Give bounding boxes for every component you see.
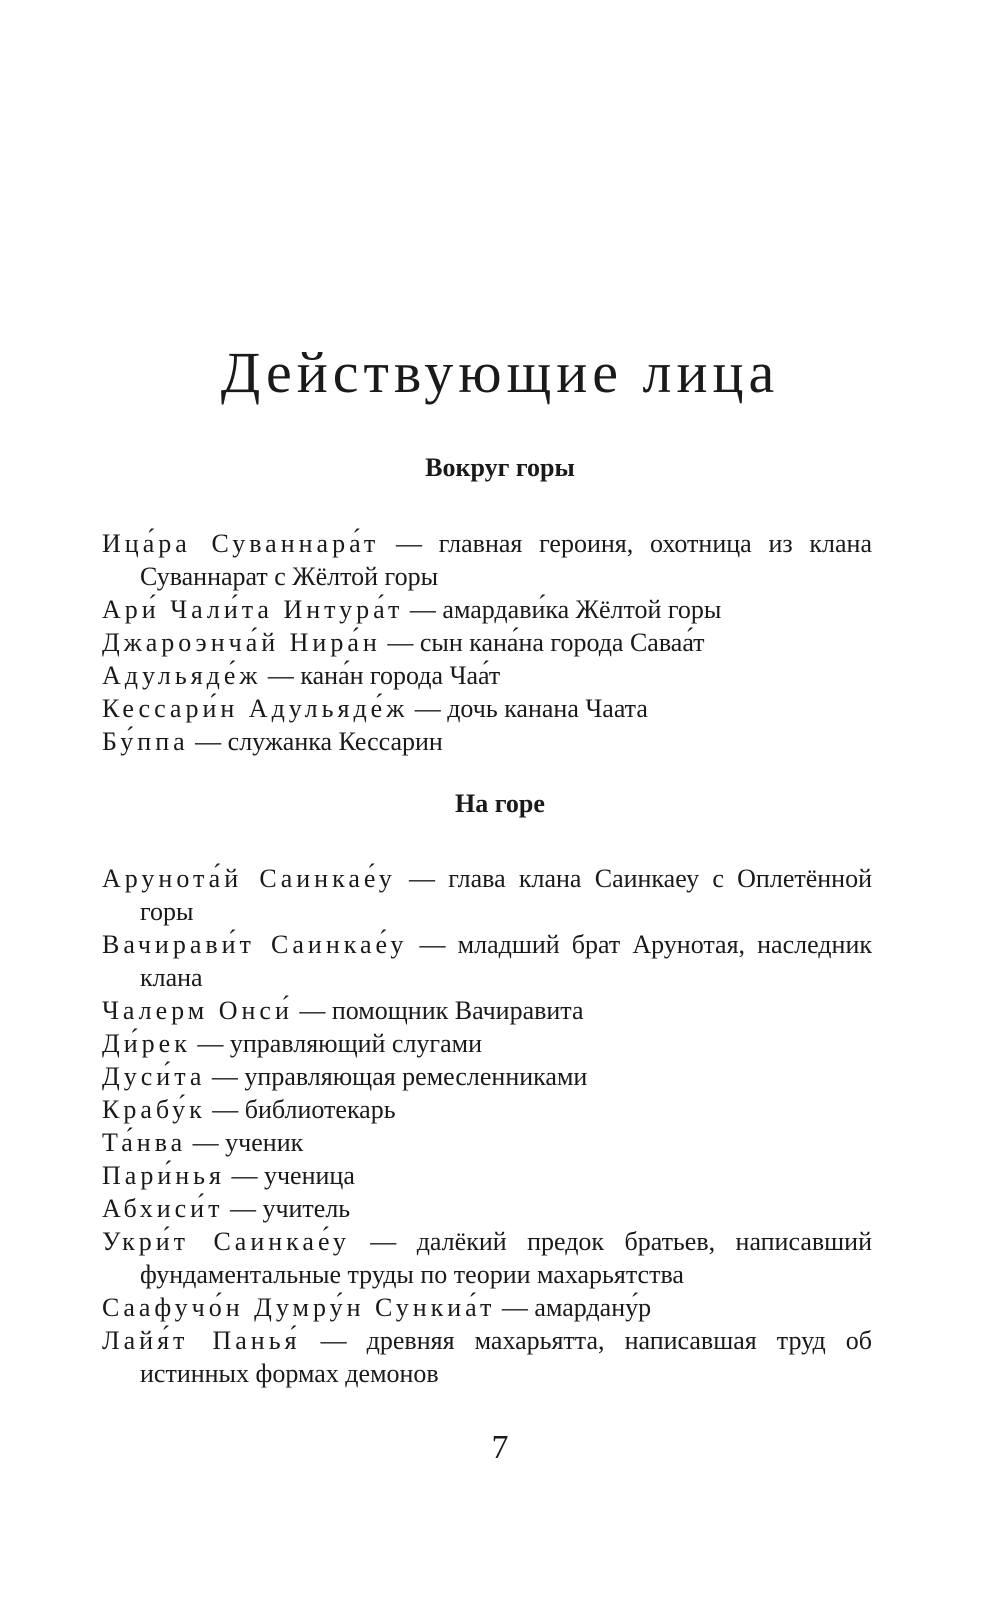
character-name: Дуси́та xyxy=(102,1062,206,1091)
character-entry xyxy=(102,994,872,1027)
character-name: Та́нва xyxy=(102,1128,187,1157)
page-title: Действующие лица xyxy=(220,340,780,405)
character-name: Пари́нья xyxy=(102,1161,225,1190)
character-name: Вачирави́т Саинкае́у xyxy=(102,930,408,959)
character-entry xyxy=(102,527,872,593)
character-name: Лайя́т Панья́ xyxy=(102,1326,301,1355)
character-entry xyxy=(102,1291,872,1324)
character-entry xyxy=(102,862,872,928)
character-list-on-mountain xyxy=(102,862,872,1390)
character-name: Ди́рек xyxy=(102,1029,191,1058)
character-name: Ари́ Чали́та Интура́т xyxy=(102,595,404,624)
character-entry xyxy=(102,1324,872,1390)
page-number: 7 xyxy=(491,1429,509,1466)
character-entry xyxy=(102,626,872,659)
character-entry xyxy=(102,1159,872,1192)
character-name: Укри́т Саинкае́у xyxy=(102,1227,350,1256)
character-description: — сын кана́на города Саваа́т xyxy=(380,628,705,657)
character-description: — амардави́ка Жёлтой горы xyxy=(403,595,722,624)
character-list-around-mountain xyxy=(102,527,872,758)
character-entry xyxy=(102,1126,872,1159)
character-name: Абхиси́т xyxy=(102,1194,224,1223)
character-description: — амардану́р xyxy=(495,1293,652,1322)
character-description: — ученик xyxy=(186,1128,304,1157)
section-heading-on-mountain: На горе xyxy=(455,789,545,818)
character-description: — далёкий предок братьев, написавший фундаментальные труды по теории махарьятства xyxy=(140,1227,872,1289)
character-name: Чалерм Онси́ xyxy=(102,996,293,1025)
character-name: Адульяде́ж xyxy=(102,661,262,690)
character-entry xyxy=(102,928,872,994)
character-entry xyxy=(102,725,872,758)
character-entry xyxy=(102,1192,872,1225)
character-entry xyxy=(102,1027,872,1060)
character-name: Ица́ра Суваннара́т xyxy=(102,529,380,558)
character-name: Кессари́н Адульяде́ж xyxy=(102,694,409,723)
character-entry xyxy=(102,593,872,626)
character-description: — служанка Кессарин xyxy=(188,727,443,756)
character-description: — дочь канана Чаата xyxy=(408,694,648,723)
character-name: Саафучо́н Думру́н Сункиа́т xyxy=(102,1293,496,1322)
character-description: — ученица xyxy=(224,1161,355,1190)
section-heading-around-mountain: Вокруг горы xyxy=(425,453,575,482)
character-name: Джароэнча́й Нира́н xyxy=(102,628,381,657)
character-description: — библиотекарь xyxy=(205,1095,396,1124)
character-description: — глава клана Саинкаеу с Оплетённой горы xyxy=(140,864,872,926)
character-name: Бу́ппа xyxy=(102,727,189,756)
character-description: — помощник Вачиравита xyxy=(292,996,584,1025)
character-entry xyxy=(102,659,872,692)
character-description: — кана́н города Чаа́т xyxy=(261,661,501,690)
character-entry xyxy=(102,1225,872,1291)
character-entry xyxy=(102,692,872,725)
character-description: — младший брат Арунотая, наследник клана xyxy=(140,930,872,992)
character-description: — управляющий слугами xyxy=(190,1029,483,1058)
character-description: — главная героиня, охотница из клана Суваннарат с Жёлтой горы xyxy=(140,529,872,591)
character-description: — древняя махарьятта, написавшая труд об истинных формах демонов xyxy=(140,1326,872,1388)
character-name: Крабу́к xyxy=(102,1095,206,1124)
character-description: — учитель xyxy=(223,1194,351,1223)
character-entry xyxy=(102,1060,872,1093)
character-entry xyxy=(102,1093,872,1126)
character-name: Арунота́й Саинкае́у xyxy=(102,864,396,893)
character-description: — управляющая ремесленниками xyxy=(205,1062,588,1091)
